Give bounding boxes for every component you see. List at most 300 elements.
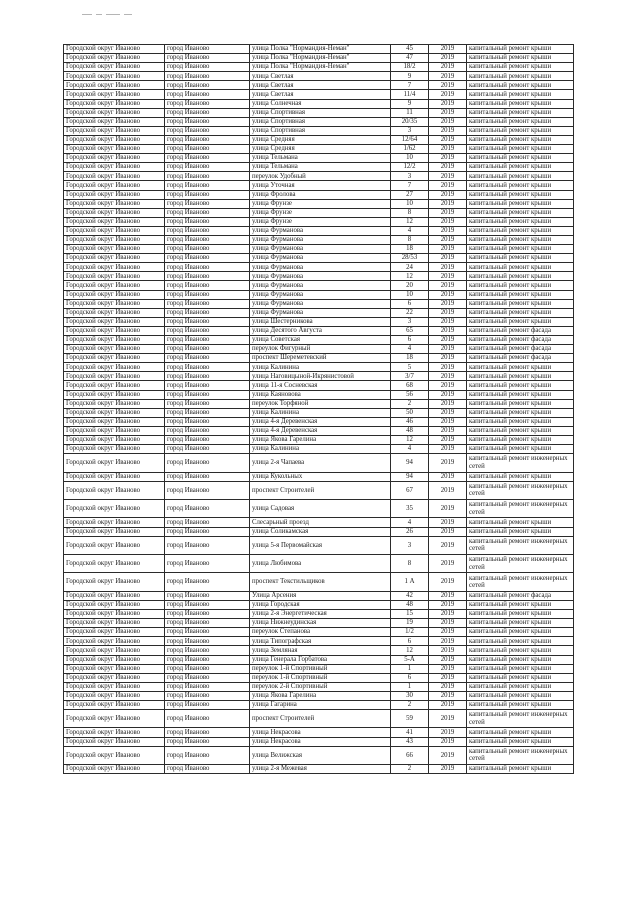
cell-street: улица Якова Гарелина bbox=[250, 436, 391, 445]
cell-street: улица 2-я Чапаева bbox=[250, 454, 391, 472]
cell-work-type: капитальный ремонт крыши bbox=[467, 245, 574, 254]
cell-district: Городской округ Иваново bbox=[64, 536, 165, 554]
cell-street: улица Садовая bbox=[250, 500, 391, 518]
cell-district: Городской округ Иваново bbox=[64, 308, 165, 317]
cell-year: 2019 bbox=[429, 710, 467, 728]
table-row bbox=[64, 199, 574, 208]
cell-street: улица Тельмана bbox=[250, 163, 391, 172]
cell-city: город Иваново bbox=[165, 381, 250, 390]
cell-year: 2019 bbox=[429, 99, 467, 108]
cell-street: улица Типографская bbox=[250, 637, 391, 646]
cell-city: город Иваново bbox=[165, 426, 250, 435]
cell-work-type: капитальный ремонт фасада bbox=[467, 354, 574, 363]
cell-year: 2019 bbox=[429, 117, 467, 126]
cell-work-type: капитальный ремонт крыши bbox=[467, 81, 574, 90]
cell-house-number: 3 bbox=[391, 536, 429, 554]
table-row bbox=[64, 163, 574, 172]
cell-district: Городской округ Иваново bbox=[64, 454, 165, 472]
cell-street: улица Фурманова bbox=[250, 272, 391, 281]
cell-work-type: капитальный ремонт крыши bbox=[467, 163, 574, 172]
cell-work-type: капитальный ремонт крыши bbox=[467, 154, 574, 163]
cell-house-number: 12 bbox=[391, 272, 429, 281]
cell-year: 2019 bbox=[429, 454, 467, 472]
cell-street: улица Полка "Нормандия-Неман" bbox=[250, 45, 391, 54]
cell-work-type: капитальный ремонт инженерных сетей bbox=[467, 500, 574, 518]
cell-work-type: капитальный ремонт крыши bbox=[467, 45, 574, 54]
cell-city: город Иваново bbox=[165, 555, 250, 573]
cell-house-number: 1/62 bbox=[391, 145, 429, 154]
cell-work-type: капитальный ремонт крыши bbox=[467, 145, 574, 154]
cell-year: 2019 bbox=[429, 600, 467, 609]
cell-work-type: капитальный ремонт крыши bbox=[467, 199, 574, 208]
cell-work-type: капитальный ремонт крыши bbox=[467, 664, 574, 673]
cell-year: 2019 bbox=[429, 154, 467, 163]
cell-year: 2019 bbox=[429, 673, 467, 682]
table-row bbox=[64, 600, 574, 609]
cell-work-type: капитальный ремонт крыши bbox=[467, 54, 574, 63]
cell-district: Городской округ Иваново bbox=[64, 390, 165, 399]
cell-house-number: 11/4 bbox=[391, 90, 429, 99]
cell-district: Городской округ Иваново bbox=[64, 445, 165, 454]
cell-year: 2019 bbox=[429, 518, 467, 527]
table-row bbox=[64, 573, 574, 591]
cell-work-type: капитальный ремонт фасада bbox=[467, 345, 574, 354]
cell-city: город Иваново bbox=[165, 527, 250, 536]
cell-street: Улица Арсения bbox=[250, 591, 391, 600]
cell-work-type: капитальный ремонт инженерных сетей bbox=[467, 710, 574, 728]
cell-year: 2019 bbox=[429, 610, 467, 619]
cell-street: улица Спортивная bbox=[250, 108, 391, 117]
table-row bbox=[64, 272, 574, 281]
table-row bbox=[64, 317, 574, 326]
cell-house-number: 30 bbox=[391, 691, 429, 700]
cell-year: 2019 bbox=[429, 555, 467, 573]
cell-district: Городской округ Иваново bbox=[64, 199, 165, 208]
cell-street: переулок 1-й Спортивный bbox=[250, 673, 391, 682]
cell-house-number: 2 bbox=[391, 765, 429, 774]
cell-city: город Иваново bbox=[165, 445, 250, 454]
cell-city: город Иваново bbox=[165, 664, 250, 673]
cell-work-type: капитальный ремонт крыши bbox=[467, 619, 574, 628]
cell-house-number: 47 bbox=[391, 54, 429, 63]
table-row bbox=[64, 190, 574, 199]
cell-district: Городской округ Иваново bbox=[64, 135, 165, 144]
cell-city: город Иваново bbox=[165, 655, 250, 664]
cell-city: город Иваново bbox=[165, 518, 250, 527]
cell-house-number: 3 bbox=[391, 172, 429, 181]
cell-street: улица Фурманова bbox=[250, 299, 391, 308]
table-row bbox=[64, 217, 574, 226]
cell-year: 2019 bbox=[429, 126, 467, 135]
cell-district: Городской округ Иваново bbox=[64, 600, 165, 609]
cell-year: 2019 bbox=[429, 399, 467, 408]
cell-street: улица Гагарина bbox=[250, 700, 391, 709]
cell-work-type: капитальный ремонт крыши bbox=[467, 390, 574, 399]
cell-district: Городской округ Иваново bbox=[64, 417, 165, 426]
cell-house-number: 56 bbox=[391, 390, 429, 399]
cell-year: 2019 bbox=[429, 417, 467, 426]
cell-street: улица 4-я Деревенская bbox=[250, 426, 391, 435]
cell-city: город Иваново bbox=[165, 354, 250, 363]
cell-house-number: 68 bbox=[391, 381, 429, 390]
cell-city: город Иваново bbox=[165, 700, 250, 709]
cell-work-type: капитальный ремонт крыши bbox=[467, 226, 574, 235]
table-row bbox=[64, 628, 574, 637]
cell-street: проспект Текстильщиков bbox=[250, 573, 391, 591]
cell-work-type: капитальный ремонт крыши bbox=[467, 417, 574, 426]
table-row bbox=[64, 518, 574, 527]
cell-house-number: 42 bbox=[391, 591, 429, 600]
table-row bbox=[64, 737, 574, 746]
table-row bbox=[64, 646, 574, 655]
cell-year: 2019 bbox=[429, 700, 467, 709]
cell-district: Городской округ Иваново bbox=[64, 126, 165, 135]
cell-year: 2019 bbox=[429, 481, 467, 499]
cell-district: Городской округ Иваново bbox=[64, 737, 165, 746]
cell-district: Городской округ Иваново bbox=[64, 381, 165, 390]
table-row bbox=[64, 673, 574, 682]
cell-city: город Иваново bbox=[165, 299, 250, 308]
table-row bbox=[64, 354, 574, 363]
cell-year: 2019 bbox=[429, 326, 467, 335]
table-row bbox=[64, 381, 574, 390]
cell-city: город Иваново bbox=[165, 336, 250, 345]
cell-house-number: 66 bbox=[391, 746, 429, 764]
cell-city: город Иваново bbox=[165, 500, 250, 518]
cell-year: 2019 bbox=[429, 426, 467, 435]
cell-street: улица Фурманова bbox=[250, 281, 391, 290]
cell-house-number: 28/53 bbox=[391, 254, 429, 263]
cell-street: улица Шестерникова bbox=[250, 317, 391, 326]
cell-district: Городской округ Иваново bbox=[64, 245, 165, 254]
cell-street: улица Калинина bbox=[250, 408, 391, 417]
cell-city: город Иваново bbox=[165, 326, 250, 335]
table-row bbox=[64, 481, 574, 499]
cell-district: Городской округ Иваново bbox=[64, 117, 165, 126]
cell-house-number: 3 bbox=[391, 317, 429, 326]
cell-district: Городской округ Иваново bbox=[64, 290, 165, 299]
cell-house-number: 5 bbox=[391, 363, 429, 372]
table-row bbox=[64, 610, 574, 619]
cell-house-number: 18 bbox=[391, 245, 429, 254]
cell-year: 2019 bbox=[429, 81, 467, 90]
cell-district: Городской округ Иваново bbox=[64, 436, 165, 445]
table-row bbox=[64, 172, 574, 181]
table-row bbox=[64, 308, 574, 317]
table-row bbox=[64, 245, 574, 254]
cell-city: город Иваново bbox=[165, 363, 250, 372]
cell-house-number: 1 bbox=[391, 682, 429, 691]
cell-city: город Иваново bbox=[165, 145, 250, 154]
cell-house-number: 45 bbox=[391, 45, 429, 54]
cell-city: город Иваново bbox=[165, 746, 250, 764]
cell-street: улица Земляная bbox=[250, 646, 391, 655]
cell-city: город Иваново bbox=[165, 245, 250, 254]
cell-district: Городской округ Иваново bbox=[64, 728, 165, 737]
cell-work-type: капитальный ремонт крыши bbox=[467, 99, 574, 108]
cell-street: улица Фурманова bbox=[250, 308, 391, 317]
cell-street: улица Спортивная bbox=[250, 126, 391, 135]
cell-district: Городской округ Иваново bbox=[64, 527, 165, 536]
cell-city: город Иваново bbox=[165, 172, 250, 181]
table-row bbox=[64, 655, 574, 664]
cell-city: город Иваново bbox=[165, 673, 250, 682]
cell-district: Городской округ Иваново bbox=[64, 154, 165, 163]
cell-work-type: капитальный ремонт крыши bbox=[467, 299, 574, 308]
cell-city: город Иваново bbox=[165, 281, 250, 290]
cell-house-number: 2 bbox=[391, 399, 429, 408]
cell-street: улица Генерала Горбатова bbox=[250, 655, 391, 664]
cell-city: город Иваново bbox=[165, 117, 250, 126]
cell-house-number: 6 bbox=[391, 336, 429, 345]
cell-street: улица Некрасова bbox=[250, 728, 391, 737]
cell-district: Городской округ Иваново bbox=[64, 610, 165, 619]
cell-district: Городской округ Иваново bbox=[64, 555, 165, 573]
cell-year: 2019 bbox=[429, 290, 467, 299]
cell-district: Городской округ Иваново bbox=[64, 181, 165, 190]
cell-city: город Иваново bbox=[165, 472, 250, 481]
cell-year: 2019 bbox=[429, 728, 467, 737]
cell-year: 2019 bbox=[429, 765, 467, 774]
cell-street: улица 2-я Энергетическая bbox=[250, 610, 391, 619]
cell-year: 2019 bbox=[429, 308, 467, 317]
cell-house-number: 20 bbox=[391, 281, 429, 290]
cell-year: 2019 bbox=[429, 536, 467, 554]
cell-year: 2019 bbox=[429, 746, 467, 764]
table-row bbox=[64, 445, 574, 454]
cell-city: город Иваново bbox=[165, 682, 250, 691]
cell-year: 2019 bbox=[429, 573, 467, 591]
table-row bbox=[64, 399, 574, 408]
cell-district: Городской округ Иваново bbox=[64, 399, 165, 408]
cell-house-number: 3 bbox=[391, 126, 429, 135]
cell-street: улица Средняя bbox=[250, 145, 391, 154]
cell-work-type: капитальный ремонт крыши bbox=[467, 190, 574, 199]
cell-district: Городской округ Иваново bbox=[64, 272, 165, 281]
cell-year: 2019 bbox=[429, 637, 467, 646]
cell-work-type: капитальный ремонт крыши bbox=[467, 610, 574, 619]
table-row bbox=[64, 235, 574, 244]
cell-house-number: 4 bbox=[391, 226, 429, 235]
cell-street: улица Солнечная bbox=[250, 99, 391, 108]
cell-year: 2019 bbox=[429, 145, 467, 154]
cell-city: город Иваново bbox=[165, 573, 250, 591]
cell-year: 2019 bbox=[429, 217, 467, 226]
cell-district: Городской округ Иваново bbox=[64, 235, 165, 244]
cell-street: улица Фрунзе bbox=[250, 217, 391, 226]
table-row bbox=[64, 765, 574, 774]
cell-house-number: 7 bbox=[391, 181, 429, 190]
cell-street: улица Светлая bbox=[250, 90, 391, 99]
cell-street: улица 4-я Деревенская bbox=[250, 417, 391, 426]
cell-house-number: 67 bbox=[391, 481, 429, 499]
cell-district: Городской округ Иваново bbox=[64, 472, 165, 481]
cell-district: Городской округ Иваново bbox=[64, 765, 165, 774]
cell-house-number: 1 А bbox=[391, 573, 429, 591]
repair-schedule-table bbox=[63, 44, 574, 774]
table-row bbox=[64, 691, 574, 700]
cell-city: город Иваново bbox=[165, 710, 250, 728]
cell-house-number: 94 bbox=[391, 454, 429, 472]
cell-work-type: капитальный ремонт крыши bbox=[467, 217, 574, 226]
cell-street: улица Калинина bbox=[250, 445, 391, 454]
cell-street: улица Фурманова bbox=[250, 245, 391, 254]
cell-city: город Иваново bbox=[165, 254, 250, 263]
cell-street: улица Светлая bbox=[250, 72, 391, 81]
cell-street: улица Любимова bbox=[250, 555, 391, 573]
table-row bbox=[64, 637, 574, 646]
cell-city: город Иваново bbox=[165, 90, 250, 99]
table-row bbox=[64, 145, 574, 154]
table-row bbox=[64, 372, 574, 381]
table-row bbox=[64, 117, 574, 126]
cell-district: Городской округ Иваново bbox=[64, 481, 165, 499]
cell-district: Городской округ Иваново bbox=[64, 591, 165, 600]
cell-year: 2019 bbox=[429, 181, 467, 190]
cell-year: 2019 bbox=[429, 63, 467, 72]
cell-city: город Иваново bbox=[165, 308, 250, 317]
cell-city: город Иваново bbox=[165, 454, 250, 472]
cell-work-type: капитальный ремонт крыши bbox=[467, 72, 574, 81]
table-row bbox=[64, 326, 574, 335]
cell-city: город Иваново bbox=[165, 646, 250, 655]
cell-district: Городской округ Иваново bbox=[64, 226, 165, 235]
cell-district: Городской округ Иваново bbox=[64, 655, 165, 664]
cell-year: 2019 bbox=[429, 254, 467, 263]
cell-district: Городской округ Иваново bbox=[64, 317, 165, 326]
cell-street: улица Полка "Нормандия-Неман" bbox=[250, 63, 391, 72]
cell-house-number: 59 bbox=[391, 710, 429, 728]
cell-district: Городской округ Иваново bbox=[64, 90, 165, 99]
cell-house-number: 20/35 bbox=[391, 117, 429, 126]
cell-house-number: 18 bbox=[391, 354, 429, 363]
cell-house-number: 50 bbox=[391, 408, 429, 417]
cell-street: улица Светлая bbox=[250, 81, 391, 90]
cell-district: Городской округ Иваново bbox=[64, 646, 165, 655]
cell-work-type: капитальный ремонт крыши bbox=[467, 372, 574, 381]
cell-work-type: капитальный ремонт крыши bbox=[467, 518, 574, 527]
cell-street: улица 2-я Межевая bbox=[250, 765, 391, 774]
cell-house-number: 10 bbox=[391, 290, 429, 299]
cell-year: 2019 bbox=[429, 226, 467, 235]
cell-city: город Иваново bbox=[165, 691, 250, 700]
cell-year: 2019 bbox=[429, 691, 467, 700]
cell-work-type: капитальный ремонт крыши bbox=[467, 445, 574, 454]
cell-street: улица Фурманова bbox=[250, 290, 391, 299]
cell-district: Городской округ Иваново bbox=[64, 99, 165, 108]
cell-work-type: капитальный ремонт инженерных сетей bbox=[467, 481, 574, 499]
cell-street: улица Наговицыной-Икрянистовой bbox=[250, 372, 391, 381]
cell-district: Городской округ Иваново bbox=[64, 163, 165, 172]
cell-house-number: 24 bbox=[391, 263, 429, 272]
cell-house-number: 7 bbox=[391, 81, 429, 90]
cell-year: 2019 bbox=[429, 619, 467, 628]
cell-city: город Иваново bbox=[165, 190, 250, 199]
table-row bbox=[64, 390, 574, 399]
cell-year: 2019 bbox=[429, 527, 467, 536]
cell-work-type: капитальный ремонт инженерных сетей bbox=[467, 746, 574, 764]
table-row bbox=[64, 536, 574, 554]
cell-work-type: капитальный ремонт крыши bbox=[467, 765, 574, 774]
cell-street: улица Тельмана bbox=[250, 154, 391, 163]
cell-house-number: 48 bbox=[391, 600, 429, 609]
cell-house-number: 5-А bbox=[391, 655, 429, 664]
cell-work-type: капитальный ремонт крыши bbox=[467, 436, 574, 445]
cell-year: 2019 bbox=[429, 408, 467, 417]
cell-house-number: 65 bbox=[391, 326, 429, 335]
cell-house-number: 43 bbox=[391, 737, 429, 746]
table-row bbox=[64, 99, 574, 108]
header-scan-mark bbox=[82, 14, 138, 18]
cell-district: Городской округ Иваново bbox=[64, 190, 165, 199]
cell-year: 2019 bbox=[429, 245, 467, 254]
table-row bbox=[64, 710, 574, 728]
cell-work-type: капитальный ремонт инженерных сетей bbox=[467, 573, 574, 591]
cell-year: 2019 bbox=[429, 664, 467, 673]
cell-city: город Иваново bbox=[165, 208, 250, 217]
cell-year: 2019 bbox=[429, 135, 467, 144]
cell-work-type: капитальный ремонт крыши bbox=[467, 691, 574, 700]
cell-district: Городской округ Иваново bbox=[64, 217, 165, 226]
cell-city: город Иваново bbox=[165, 408, 250, 417]
cell-year: 2019 bbox=[429, 108, 467, 117]
cell-year: 2019 bbox=[429, 336, 467, 345]
cell-street: улица Фурманова bbox=[250, 226, 391, 235]
cell-district: Городской округ Иваново bbox=[64, 746, 165, 764]
cell-city: город Иваново bbox=[165, 417, 250, 426]
table-row bbox=[64, 45, 574, 54]
cell-city: город Иваново bbox=[165, 181, 250, 190]
cell-work-type: капитальный ремонт крыши bbox=[467, 290, 574, 299]
cell-year: 2019 bbox=[429, 445, 467, 454]
cell-year: 2019 bbox=[429, 354, 467, 363]
cell-work-type: капитальный ремонт крыши bbox=[467, 63, 574, 72]
table-row bbox=[64, 500, 574, 518]
cell-house-number: 6 bbox=[391, 673, 429, 682]
cell-year: 2019 bbox=[429, 163, 467, 172]
cell-city: город Иваново bbox=[165, 154, 250, 163]
cell-work-type: капитальный ремонт инженерных сетей bbox=[467, 536, 574, 554]
cell-work-type: капитальный ремонт крыши bbox=[467, 263, 574, 272]
table-row bbox=[64, 591, 574, 600]
cell-work-type: капитальный ремонт крыши bbox=[467, 426, 574, 435]
cell-year: 2019 bbox=[429, 363, 467, 372]
cell-work-type: капитальный ремонт крыши bbox=[467, 637, 574, 646]
cell-city: город Иваново bbox=[165, 610, 250, 619]
cell-house-number: 26 bbox=[391, 527, 429, 536]
cell-city: город Иваново bbox=[165, 372, 250, 381]
cell-house-number: 8 bbox=[391, 555, 429, 573]
cell-district: Городской округ Иваново bbox=[64, 299, 165, 308]
table-row bbox=[64, 664, 574, 673]
table-row bbox=[64, 345, 574, 354]
cell-year: 2019 bbox=[429, 208, 467, 217]
cell-street: улица Фрунзе bbox=[250, 208, 391, 217]
cell-house-number: 4 bbox=[391, 445, 429, 454]
cell-city: город Иваново bbox=[165, 765, 250, 774]
cell-district: Городской округ Иваново bbox=[64, 336, 165, 345]
cell-street: улица Фурманова bbox=[250, 235, 391, 244]
cell-street: улица Каяновова bbox=[250, 390, 391, 399]
cell-work-type: капитальный ремонт крыши bbox=[467, 108, 574, 117]
cell-work-type: капитальный ремонт крыши bbox=[467, 235, 574, 244]
cell-year: 2019 bbox=[429, 372, 467, 381]
cell-house-number: 46 bbox=[391, 417, 429, 426]
table-row bbox=[64, 135, 574, 144]
cell-work-type: капитальный ремонт крыши bbox=[467, 381, 574, 390]
cell-street: улица Фролова bbox=[250, 190, 391, 199]
table-row bbox=[64, 226, 574, 235]
